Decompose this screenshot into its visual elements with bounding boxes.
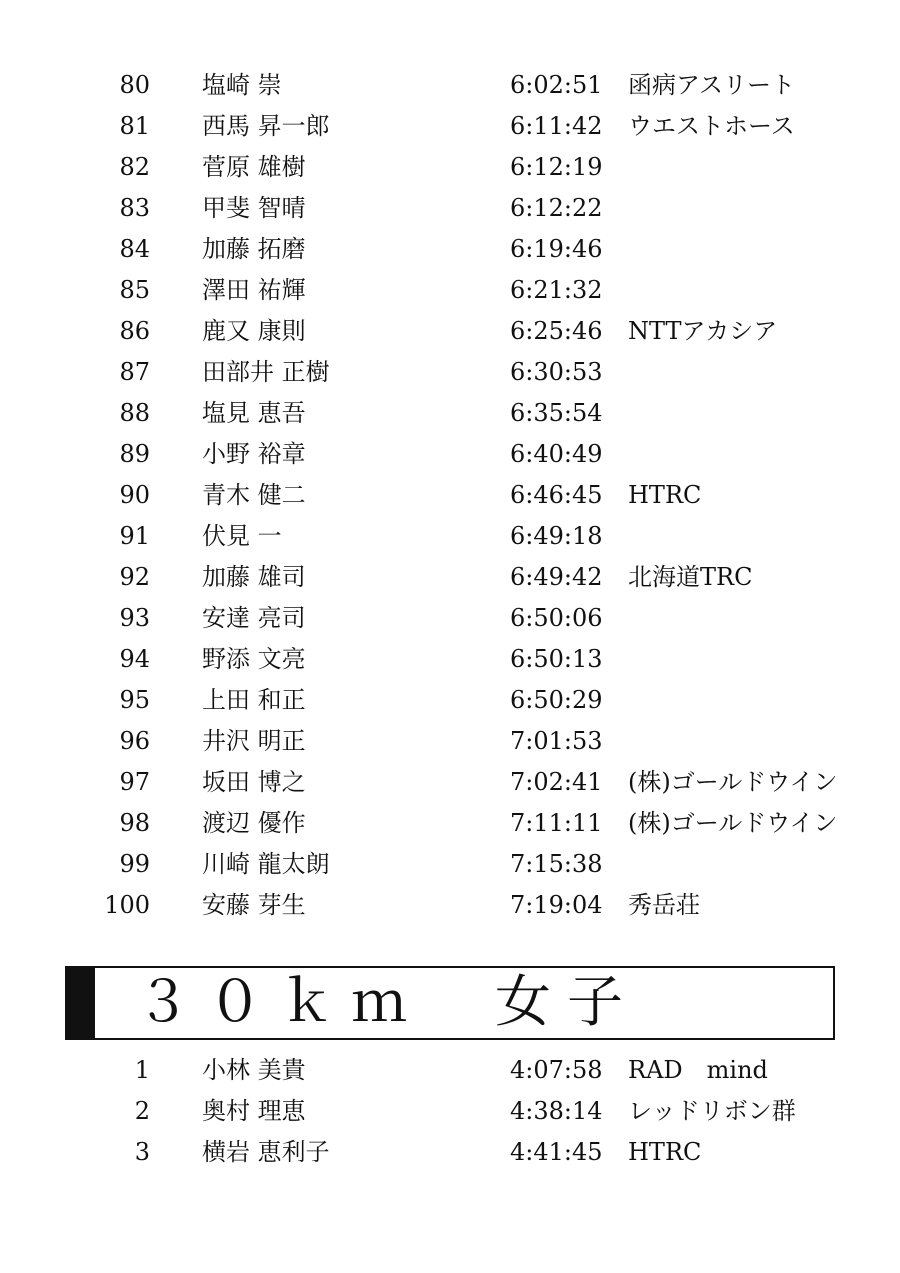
time-cell: 6:30:53 <box>510 358 603 386</box>
rank-cell: 91 <box>119 522 150 550</box>
rank-cell: 81 <box>119 112 150 140</box>
name-cell: 上田 和正 <box>202 686 306 714</box>
name-cell: 渡辺 優作 <box>202 809 306 837</box>
section-title: ３０ｋｍ 女子 <box>135 970 639 1035</box>
result-row <box>0 887 900 923</box>
club-cell: (株)ゴールドウイン <box>628 809 838 837</box>
time-cell: 4:07:58 <box>510 1056 603 1084</box>
section-header-bar <box>67 968 95 1038</box>
time-cell: 6:19:46 <box>510 235 603 263</box>
rank-cell: 82 <box>119 153 150 181</box>
result-row <box>0 108 900 144</box>
rank-cell: 95 <box>119 686 150 714</box>
result-row <box>0 846 900 882</box>
rank-cell: 83 <box>119 194 150 222</box>
name-cell: 鹿又 康則 <box>202 317 306 345</box>
club-cell: (株)ゴールドウイン <box>628 768 838 796</box>
time-cell: 6:50:29 <box>510 686 603 714</box>
club-cell: 秀岳荘 <box>628 891 700 919</box>
club-cell: HTRC <box>628 481 702 509</box>
result-row <box>0 682 900 718</box>
name-cell: 澤田 祐輝 <box>202 276 306 304</box>
time-cell: 4:38:14 <box>510 1097 603 1125</box>
rank-cell: 90 <box>119 481 150 509</box>
time-cell: 6:12:19 <box>510 153 603 181</box>
rank-cell: 96 <box>119 727 150 755</box>
name-cell: 塩崎 崇 <box>202 71 282 99</box>
result-row <box>0 149 900 185</box>
result-row <box>0 805 900 841</box>
club-cell: 北海道TRC <box>628 563 753 591</box>
club-cell: NTTアカシア <box>628 317 778 345</box>
name-cell: 伏見 一 <box>202 522 282 550</box>
name-cell: 井沢 明正 <box>202 727 306 755</box>
result-row <box>0 313 900 349</box>
name-cell: 菅原 雄樹 <box>202 153 306 181</box>
result-row <box>0 559 900 595</box>
name-cell: 横岩 恵利子 <box>202 1138 330 1166</box>
name-cell: 加藤 雄司 <box>202 563 306 591</box>
name-cell: 野添 文亮 <box>202 645 306 673</box>
name-cell: 小林 美貴 <box>202 1056 306 1084</box>
time-cell: 6:21:32 <box>510 276 603 304</box>
time-cell: 6:50:13 <box>510 645 603 673</box>
time-cell: 7:11:11 <box>510 809 603 837</box>
result-row <box>0 1134 900 1170</box>
result-row <box>0 231 900 267</box>
result-row <box>0 723 900 759</box>
time-cell: 6:25:46 <box>510 317 603 345</box>
result-row <box>0 764 900 800</box>
rank-cell: 2 <box>134 1097 150 1125</box>
club-cell: 函病アスリート <box>628 71 796 99</box>
result-row <box>0 477 900 513</box>
name-cell: 奥村 理恵 <box>202 1097 306 1125</box>
time-cell: 6:46:45 <box>510 481 603 509</box>
rank-cell: 100 <box>104 891 150 919</box>
rank-cell: 88 <box>119 399 150 427</box>
time-cell: 7:19:04 <box>510 891 603 919</box>
time-cell: 6:50:06 <box>510 604 603 632</box>
name-cell: 西馬 昇一郎 <box>202 112 330 140</box>
section-header <box>65 966 835 1040</box>
result-row <box>0 67 900 103</box>
result-row <box>0 395 900 431</box>
result-row <box>0 1093 900 1129</box>
name-cell: 甲斐 智晴 <box>202 194 306 222</box>
name-cell: 坂田 博之 <box>202 768 306 796</box>
rank-cell: 85 <box>119 276 150 304</box>
time-cell: 6:11:42 <box>510 112 603 140</box>
club-cell: HTRC <box>628 1138 702 1166</box>
rank-cell: 94 <box>119 645 150 673</box>
rank-cell: 84 <box>119 235 150 263</box>
result-row <box>0 518 900 554</box>
result-row <box>0 436 900 472</box>
name-cell: 小野 裕章 <box>202 440 306 468</box>
time-cell: 6:49:42 <box>510 563 603 591</box>
name-cell: 青木 健二 <box>202 481 306 509</box>
rank-cell: 92 <box>119 563 150 591</box>
rank-cell: 3 <box>134 1138 150 1166</box>
rank-cell: 97 <box>119 768 150 796</box>
rank-cell: 99 <box>119 850 150 878</box>
time-cell: 7:02:41 <box>510 768 603 796</box>
result-row <box>0 641 900 677</box>
time-cell: 6:35:54 <box>510 399 603 427</box>
rank-cell: 98 <box>119 809 150 837</box>
club-cell: RAD mind <box>628 1056 768 1084</box>
name-cell: 安藤 芽生 <box>202 891 306 919</box>
name-cell: 川崎 龍太朗 <box>202 850 330 878</box>
result-row <box>0 600 900 636</box>
rank-cell: 93 <box>119 604 150 632</box>
name-cell: 田部井 正樹 <box>202 358 330 386</box>
name-cell: 加藤 拓磨 <box>202 235 306 263</box>
time-cell: 4:41:45 <box>510 1138 603 1166</box>
time-cell: 7:15:38 <box>510 850 603 878</box>
result-row <box>0 1052 900 1088</box>
rank-cell: 80 <box>119 71 150 99</box>
time-cell: 6:49:18 <box>510 522 603 550</box>
club-cell: ウエストホース <box>628 112 795 140</box>
result-row <box>0 354 900 390</box>
result-row <box>0 190 900 226</box>
name-cell: 安達 亮司 <box>202 604 306 632</box>
time-cell: 6:02:51 <box>510 71 603 99</box>
name-cell: 塩見 恵吾 <box>202 399 306 427</box>
time-cell: 7:01:53 <box>510 727 603 755</box>
club-cell: レッドリボン群 <box>628 1097 796 1125</box>
rank-cell: 1 <box>134 1056 150 1084</box>
rank-cell: 89 <box>119 440 150 468</box>
rank-cell: 87 <box>119 358 150 386</box>
time-cell: 6:40:49 <box>510 440 603 468</box>
rank-cell: 86 <box>119 317 150 345</box>
result-row <box>0 272 900 308</box>
time-cell: 6:12:22 <box>510 194 603 222</box>
